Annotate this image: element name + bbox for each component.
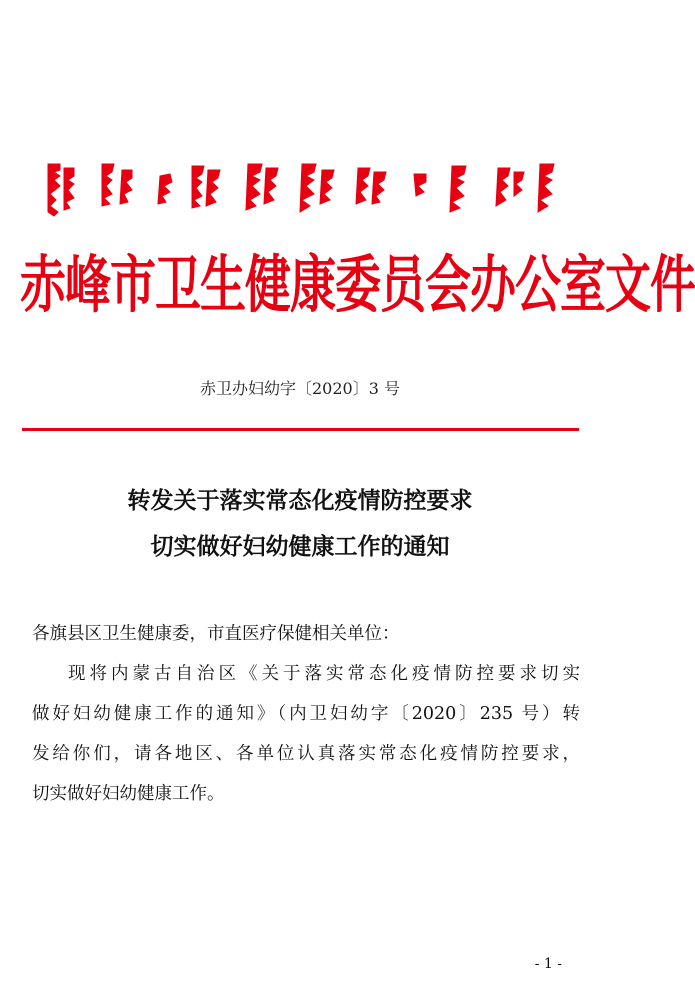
paragraph-line-2: 做好妇幼健康工作的通知》（内卫妇幼字〔2020〕235 号）转: [32, 704, 580, 724]
paragraph-line-3: 发给你们，请各地区、各单位认真落实常态化疫情防控要求，: [32, 744, 580, 764]
notice-title-line-1: 转发关于落实常态化疫情防控要求: [127, 488, 473, 514]
paragraph-line-4: 切实做好妇幼健康工作。: [32, 784, 225, 804]
red-divider-line: [22, 428, 579, 431]
notice-title-line-2: 切实做好妇幼健康工作的通知: [150, 534, 450, 560]
document-number: 赤卫办妇幼字〔2020〕3 号: [200, 379, 400, 398]
mongolian-script-header: [40, 150, 560, 230]
notice-title: [0, 478, 600, 570]
notice-body: [32, 614, 580, 814]
issuing-authority-title: 赤峰市卫生健康委员会办公室文件: [20, 247, 695, 321]
salutation: 各旗县区卫生健康委，市直医疗保健相关单位：: [32, 624, 400, 644]
paragraph-line-1: 现将内蒙古自治区《关于落实常态化疫情防控要求切实: [68, 664, 580, 684]
page-number: - 1 -: [534, 956, 562, 972]
mongolian-script-image: [40, 150, 560, 230]
